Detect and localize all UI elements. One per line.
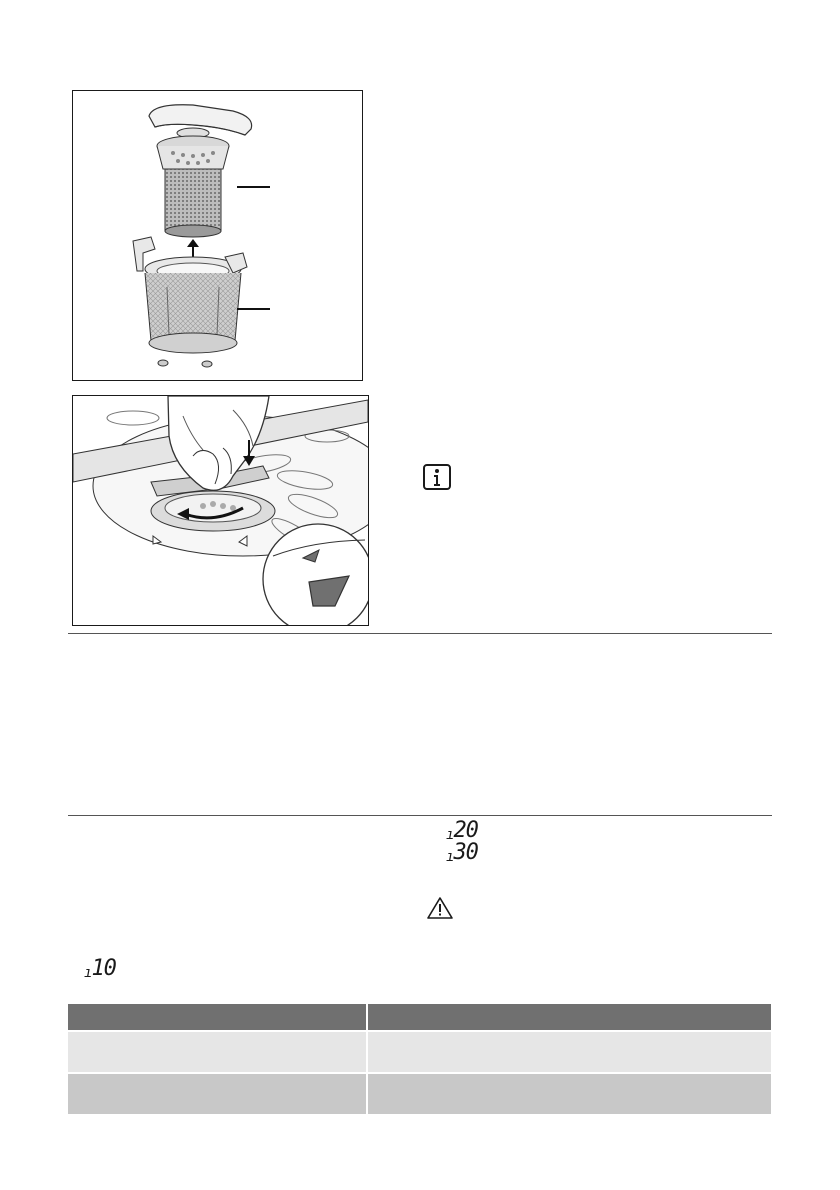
table-cell <box>68 1072 368 1114</box>
filter-removal-illustration <box>73 396 368 625</box>
table-header-cell <box>68 1004 368 1030</box>
figure-filter-assembly <box>72 90 363 381</box>
display-code-20: ı20 <box>446 818 478 843</box>
section-divider <box>68 633 772 634</box>
display-code-10: ı10 <box>84 956 116 981</box>
table-row <box>68 1072 771 1114</box>
info-icon <box>423 464 451 495</box>
display-code-10-value: 10 <box>91 956 116 981</box>
display-code-30-value: 30 <box>453 840 478 865</box>
table-cell <box>368 1030 771 1072</box>
section-divider <box>68 815 772 816</box>
table-header-cell <box>368 1004 771 1030</box>
figure-filter-removal <box>72 395 369 626</box>
filter-assembly-illustration <box>73 91 362 380</box>
warning-icon <box>426 896 454 925</box>
info-table <box>68 1004 771 1114</box>
display-code-20-value: 20 <box>453 818 478 843</box>
table-cell <box>368 1072 771 1114</box>
table-header-row <box>68 1004 771 1030</box>
table-row <box>68 1030 771 1072</box>
display-code-30: ı30 <box>446 840 478 865</box>
table-cell <box>68 1030 368 1072</box>
